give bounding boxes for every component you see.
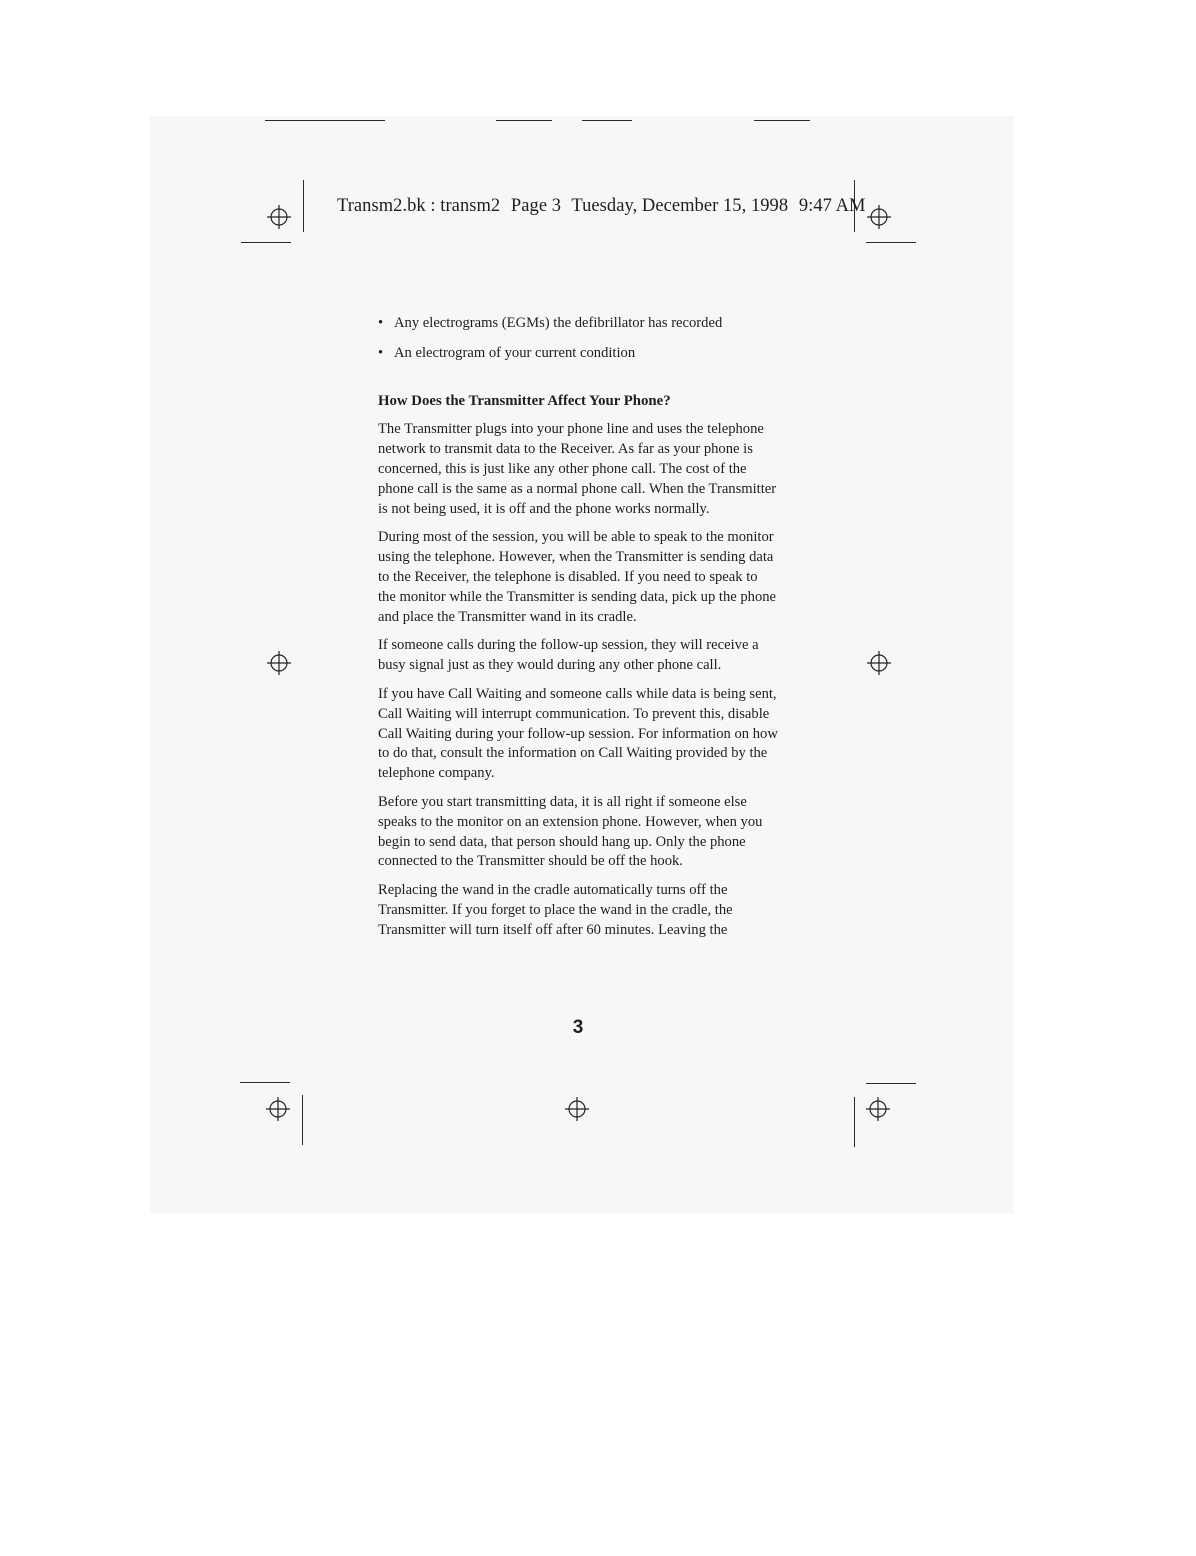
trim-mark-top [754,120,810,121]
trim-mark-top [582,120,632,121]
header-time: 9:47 AM [798,196,866,216]
crop-mark-horizontal [866,1083,916,1084]
registration-mark-icon [266,1097,290,1121]
header-book: Transm2.bk : transm2 [337,196,501,216]
body-content [378,314,778,950]
crop-mark-horizontal [866,242,916,243]
trim-mark-top [265,120,385,121]
registration-mark-icon [267,651,291,675]
registration-mark-icon [267,205,291,229]
header-date: Tuesday, December 15, 1998 [571,196,789,216]
page-number: 3 [572,1017,584,1038]
paragraph: If someone calls during the follow-up session, they will receive a busy signal just as they would during any other phone call. [378,637,759,674]
section-heading: How Does the Transmitter Affect Your Phone? [378,392,671,409]
crop-mark-vertical [854,1097,855,1147]
crop-mark-horizontal [240,1082,290,1083]
registration-mark-icon [867,651,891,675]
registration-mark-icon [866,1097,890,1121]
paragraph: Before you start transmitting data, it is all right if someone else speaks to the monitor on an extension phone. However, when you begin to send data, that person should hang up. Only the phone connected to the Transmitter should be off the hook. [378,793,763,870]
crop-mark-horizontal [241,242,291,243]
bullet-list [378,314,778,364]
paragraph: The Transmitter plugs into your phone line and uses the telephone network to transmit data to the Receiver. As far as your phone is concerned, this is just like any other phone call. The cost of the phone call is the same as a normal phone call. When the Transmitter is not being used, it is off and the phone works normally. [378,421,777,517]
paragraph: During most of the session, you will be able to speak to the monitor using the telephone. However, when the Transmitter is sending data to the Receiver, the telephone is disabled. If you need to speak to the monitor while the Transmitter is sending data, pick up the phone and place the Transmitter wand in its cradle. [378,529,777,625]
registration-mark-icon [565,1097,589,1121]
header-page: Page 3 [510,196,562,216]
crop-mark-vertical [302,1095,303,1145]
trim-mark-top [496,120,552,121]
crop-mark-vertical [303,180,304,232]
bullet-item: • Any electrograms (EGMs) the defibrillator has recorded [378,314,778,334]
paragraph: Replacing the wand in the cradle automatically turns off the Transmitter. If you forget to place the wand in the cradle, the Transmitter will turn itself off after 60 minutes. Leaving the [378,882,733,938]
paragraph: If you have Call Waiting and someone calls while data is being sent, Call Waiting will interrupt communication. To prevent this, disable Call Waiting during your follow-up session. For information on how to do that, consult the information on Call Waiting provided by the telephone company. [378,685,778,782]
print-header [337,196,872,217]
bullet-item: • An electrogram of your current condition [378,344,778,364]
